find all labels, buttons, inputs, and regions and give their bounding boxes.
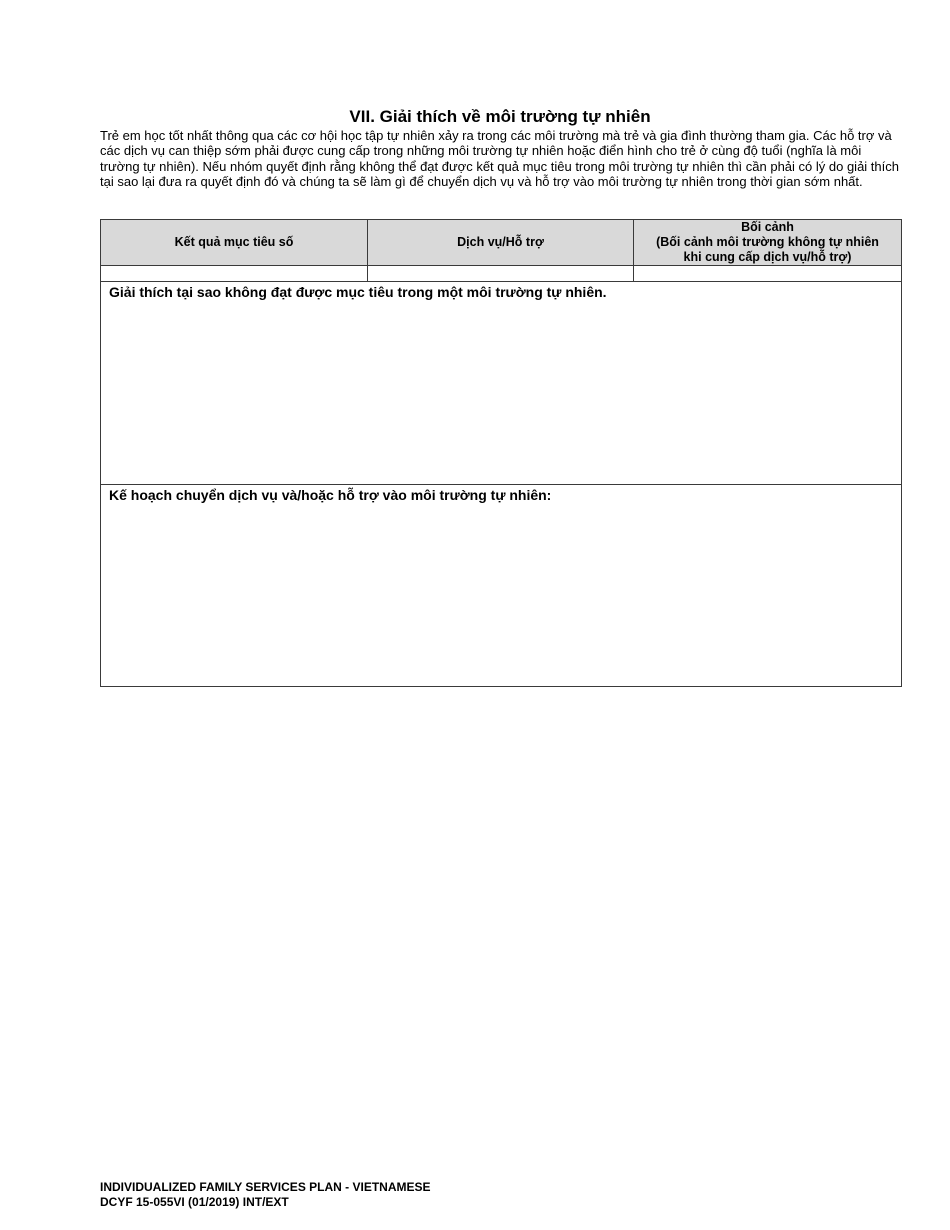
explanation-field[interactable] [101,282,902,485]
explanation-label: Giải thích tại sao không đạt được mục tiêu trong một môi trường tự nhiên. [109,284,607,300]
explanation-section [101,282,902,485]
table-row [101,266,902,282]
footer-form-number: DCYF 15-055VI (01/2019) INT/EXT [100,1194,289,1209]
header-setting-line3: khi cung cấp dịch vụ/hỗ trợ) [683,250,852,264]
plan-label: Kế hoạch chuyển dịch vụ và/hoặc hỗ trợ vào môi trường tự nhiên: [109,487,552,503]
plan-field[interactable] [101,485,902,687]
setting-field[interactable] [634,266,902,282]
header-setting-line2: (Bối cảnh môi trường không tự nhiên [656,235,879,249]
header-outcome: Kết quả mục tiêu số [101,220,368,266]
outcome-number-field[interactable] [101,266,368,282]
footer-form-name: INDIVIDUALIZED FAMILY SERVICES PLAN - VIETNAMESE [100,1180,431,1194]
header-setting-title: Bối cảnh [741,220,794,234]
plan-section [101,485,902,687]
intro-paragraph: Trẻ em học tốt nhất thông qua các cơ hội học tập tự nhiên xảy ra trong các môi trường mà trẻ và gia đình thường tham gia. Các hỗ trợ và các dịch vụ can thiệp sớm phải được cung cấp trong những môi trường tự nhiên hoặc điển hình cho trẻ ở cùng độ tuổi (nghĩa là môi trường tự nhiên). Nếu nhóm quyết định rằng không thể đạt được kết quả mục tiêu trong môi trường tự nhiên thì cần phải có lý do giải thích tại sao lại đưa ra quyết định đó và chúng ta sẽ làm gì để chuyển dịch vụ và hỗ trợ vào môi trường tự nhiên trong thời gian sớm nhất. [100,128,899,190]
service-support-field[interactable] [368,266,634,282]
form-footer [100,1180,431,1209]
natural-environment-table [100,219,902,687]
header-service: Dịch vụ/Hỗ trợ [368,220,634,266]
section-title: VII. Giải thích về môi trường tự nhiên [349,107,651,126]
header-setting [634,220,902,266]
table-header-row [101,220,902,266]
